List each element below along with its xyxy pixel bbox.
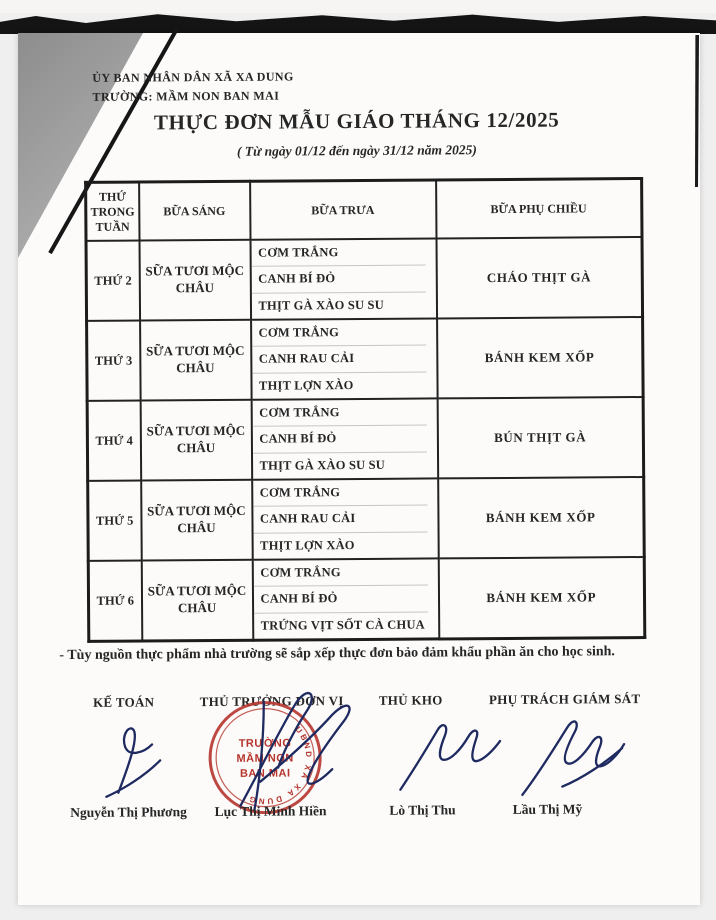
stamp-outer-ring [210, 702, 321, 813]
signer-name-storekeeper: Lò Thị Thu [389, 802, 456, 818]
org-name-line1: ỦY BAN NHÂN DÂN XÃ XA DUNG [92, 69, 294, 85]
lunch-item: CANH BÍ ĐỎ [252, 426, 426, 454]
afternoon-cell: BÁNH KEM XỐP [438, 557, 645, 639]
lunch-cell [251, 398, 438, 479]
signature-role-storekeeper: THỦ KHO [378, 692, 443, 708]
day-cell: THỨ 2 [86, 241, 140, 321]
day-cell: THỨ 6 [88, 561, 142, 642]
header-breakfast: BỮA SÁNG [139, 181, 250, 240]
menu-table [84, 177, 646, 643]
afternoon-cell: CHÁO THỊT GÀ [436, 237, 643, 318]
stamp-ring-text: UBND XÃ XA DUNG [246, 724, 314, 806]
table-row [87, 397, 644, 481]
lunch-item: CANH BÍ ĐỎ [253, 586, 427, 614]
page-title: THỰC ĐƠN MẪU GIÁO THÁNG 12/2025 [153, 107, 560, 135]
lunch-item: THỊT LỢN XÀO [258, 377, 354, 393]
signature-role-accountant: KẾ TOÁN [93, 694, 155, 710]
signature-storekeeper [400, 725, 500, 790]
lunch-item: CƠM TRẮNG [252, 320, 426, 348]
lunch-item: THỊT LỢN XÀO [260, 537, 355, 553]
day-cell: THỨ 5 [88, 481, 142, 561]
header-day: THỨ TRONG TUẦN [86, 182, 139, 241]
lunch-item: THỊT GÀ XÀO SU SU [258, 297, 384, 313]
lunch-item: THỊT GÀ XÀO SU SU [259, 457, 386, 473]
signer-name-head-of-unit: Lục Thị Minh Hiền [214, 803, 327, 820]
breakfast-cell: SỮA TƯƠI MỘC CHÂU [139, 240, 251, 321]
stamp-inner-ring [216, 708, 315, 807]
page-subtitle: ( Từ ngày 01/12 đến ngày 31/12 năm 2025) [236, 142, 477, 159]
breakfast-cell: SỮA TƯƠI MỘC CHÂU [140, 320, 252, 401]
signature-role-supervisor: PHỤ TRÁCH GIÁM SÁT [488, 691, 641, 708]
photo-top-margin [0, 0, 716, 13]
lunch-item: CƠM TRẮNG [252, 400, 426, 428]
day-cell: THỨ 3 [87, 321, 141, 401]
table-row [88, 557, 645, 641]
table-row [86, 237, 643, 321]
lunch-cell [252, 558, 439, 640]
afternoon-cell: BÁNH KEM XỐP [437, 317, 644, 398]
org-name-line2: TRƯỜNG: MẦM NON BAN MAI [92, 88, 280, 104]
afternoon-cell: BÁNH KEM XỐP [438, 477, 645, 558]
stamp-center-line3: BAN MAI [239, 767, 291, 780]
table-row [88, 477, 645, 561]
lunch-cell [251, 318, 438, 399]
lunch-cell [252, 478, 439, 559]
lunch-item: CANH RAU CẢI [252, 346, 426, 374]
signature-role-head-of-unit: THỦ TRƯỞNG ĐƠN VỊ [199, 693, 344, 710]
lunch-item: CANH BÍ ĐỎ [251, 266, 425, 294]
footer-note: - Tùy nguồn thực phẩm nhà trường sẽ sắp xếp thực đơn bảo đảm khẩu phần ăn cho học sinh. [59, 644, 615, 664]
lunch-item: CƠM TRẮNG [253, 480, 427, 508]
breakfast-cell: SỮA TƯƠI MỘC CHÂU [141, 480, 253, 561]
table-header-row [86, 179, 642, 241]
signature-accountant [106, 728, 160, 797]
handwritten-signatures [106, 691, 625, 811]
signature-supervisor [522, 721, 625, 795]
afternoon-cell: BÚN THỊT GÀ [437, 397, 644, 478]
paper-sheet [18, 33, 700, 905]
breakfast-cell: SỮA TƯƠI MỘC CHÂU [141, 560, 253, 641]
lunch-item: CANH RAU CẢI [253, 506, 427, 534]
stamp-center-line1: TRƯỜNG [238, 737, 292, 750]
signer-name-accountant: Nguyễn Thị Phương [70, 804, 187, 821]
lunch-item: TRỨNG VỊT SỐT CÀ CHUA [260, 617, 425, 633]
stamp-center-line2: MẦM NON [236, 752, 294, 765]
lunch-item: CƠM TRẮNG [251, 240, 425, 268]
header-afternoon: BỮA PHỤ CHIỀU [436, 179, 642, 239]
official-stamp [210, 702, 321, 813]
header-lunch: BỮA TRƯA [250, 180, 436, 240]
breakfast-cell: SỮA TƯƠI MỘC CHÂU [140, 400, 252, 481]
table-row [87, 317, 644, 401]
signature-head-of-unit [240, 693, 351, 810]
lunch-cell [250, 238, 437, 319]
signer-name-supervisor: Lầu Thị Mỹ [512, 801, 583, 817]
day-cell: THỨ 4 [87, 401, 141, 481]
lunch-item: CƠM TRẮNG [253, 560, 427, 588]
